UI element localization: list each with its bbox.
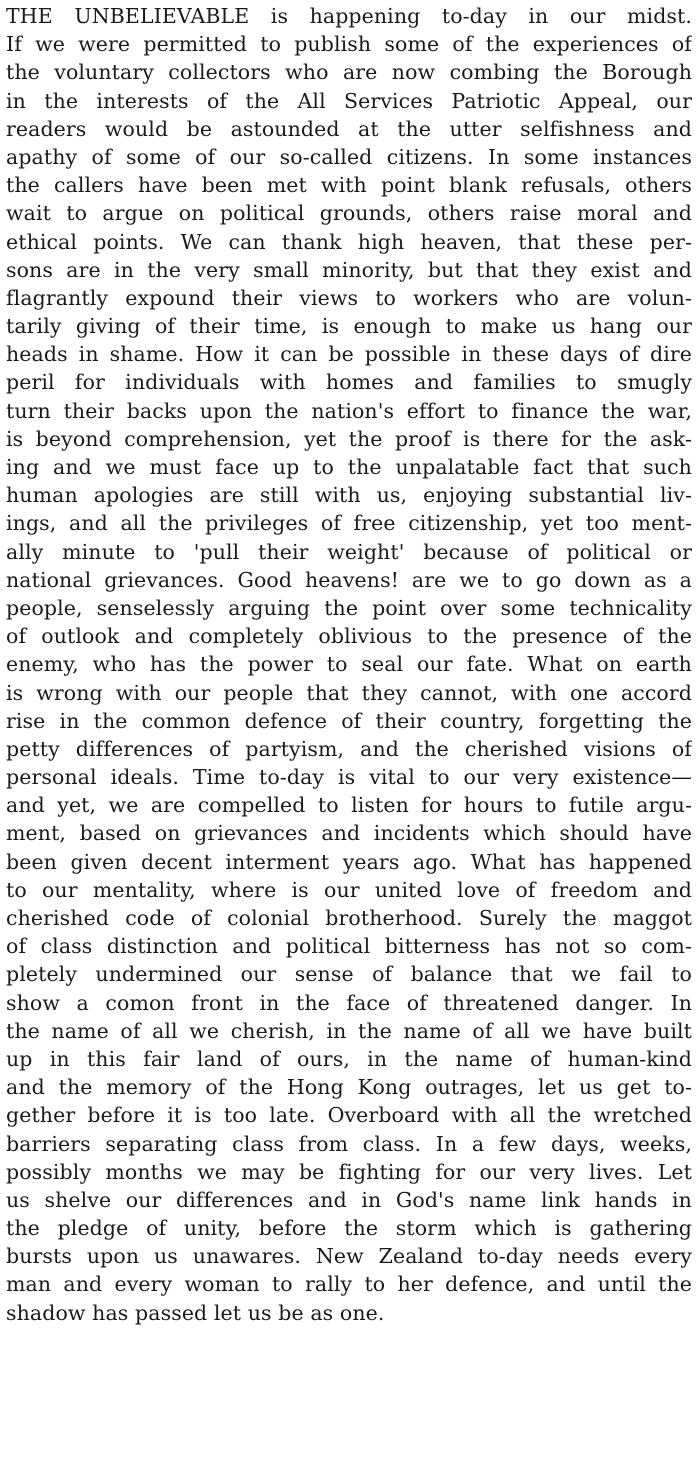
article-line: barriers separating class from class. In a few days, weeks, bbox=[6, 1131, 692, 1156]
article-line: to our mentality, where is our united love of freedom and bbox=[6, 877, 692, 902]
article-line: the callers have been met with point blank refusals, others bbox=[6, 173, 692, 198]
article-line: apathy of some of our so-called citizens. In some instances bbox=[6, 144, 692, 169]
article-line: petty differences of partyism, and the cherished visions of bbox=[6, 736, 692, 761]
article-line: ally minute to 'pull their weight' because of political or bbox=[6, 539, 692, 564]
article-line: ing and we must face up to the unpalatable fact that such bbox=[6, 455, 692, 479]
article-line: and yet, we are compelled to listen for hours to futile argu- bbox=[6, 793, 692, 818]
article-line: readers would be astounded at the utter selfishness and bbox=[6, 116, 692, 141]
article-line: rise in the common defence of their country, forgetting the bbox=[6, 708, 692, 733]
article-line: sons are in the very small minority, but that they exist and bbox=[6, 257, 692, 282]
article-line: tarily giving of their time, is enough to make us hang our bbox=[6, 314, 692, 339]
article-line: personal ideals. Time to-day is vital to our very existence— bbox=[6, 765, 692, 790]
article-line: the name of all we cherish, in the name of all we have built bbox=[6, 1018, 692, 1043]
article-line: THE UNBELIEVABLE is happening to-day in our midst. bbox=[6, 4, 692, 28]
article-line: national grievances. Good heavens! are we to go down as a bbox=[6, 567, 692, 592]
article-line: is wrong with our people that they cannot, with one accord bbox=[6, 680, 692, 705]
article-line: If we were permitted to publish some of the experiences of bbox=[6, 32, 692, 57]
article-line: wait to argue on political grounds, others raise moral and bbox=[6, 201, 692, 226]
article-line: ment, based on grievances and incidents which should have bbox=[6, 821, 692, 846]
article-line: heads in shame. How it can be possible in these days of dire bbox=[6, 342, 692, 367]
article-line: show a comon front in the face of threatened danger. In bbox=[6, 990, 692, 1015]
article-line: possibly months we may be fighting for our very lives. Let bbox=[6, 1159, 692, 1184]
article-line: shadow has passed let us be as one. bbox=[6, 1300, 385, 1325]
article-line: up in this fair land of ours, in the name of human-kind bbox=[6, 1046, 692, 1071]
article-line: flagrantly expound their views to workers who are volun- bbox=[6, 285, 692, 310]
article-line: turn their backs upon the nation's effort to finance the war, bbox=[6, 398, 692, 423]
article-line: people, senselessly arguing the point over some technicality bbox=[6, 595, 692, 620]
article-line: the pledge of unity, before the storm which is gathering bbox=[6, 1216, 692, 1241]
article-line: pletely undermined our sense of balance that we fail to bbox=[6, 962, 692, 987]
article-line: of outlook and completely oblivious to the presence of the bbox=[6, 624, 692, 649]
article-line: gether before it is too late. Overboard with all the wretched bbox=[6, 1103, 692, 1128]
article-line: of class distinction and political bitterness has not so com- bbox=[6, 934, 692, 959]
article-line: man and every woman to rally to her defence, and until the bbox=[6, 1272, 692, 1297]
article-line: and the memory of the Hong Kong outrages, let us get to- bbox=[6, 1075, 692, 1100]
article-line: human apologies are still with us, enjoying substantial liv- bbox=[6, 483, 692, 508]
article-line: bursts upon us unawares. New Zealand to-day needs every bbox=[6, 1244, 692, 1269]
article-line: enemy, who has the power to seal our fate. What on earth bbox=[6, 652, 692, 677]
article-line: been given decent interment years ago. What has happened bbox=[6, 849, 692, 874]
article-line: in the interests of the All Services Patriotic Appeal, our bbox=[6, 88, 692, 113]
article-line: cherished code of colonial brotherhood. Surely the maggot bbox=[6, 906, 692, 930]
article-line: peril for individuals with homes and families to smugly bbox=[6, 370, 692, 395]
article-line: ethical points. We can thank high heaven, that these per- bbox=[6, 229, 692, 254]
article-line: is beyond comprehension, yet the proof is there for the ask- bbox=[6, 426, 692, 451]
article-line: the voluntary collectors who are now combing the Borough bbox=[6, 60, 692, 85]
article-line: us shelve our differences and in God's name link hands in bbox=[6, 1187, 692, 1212]
article-line: ings, and all the privileges of free citizenship, yet too ment- bbox=[6, 511, 692, 536]
